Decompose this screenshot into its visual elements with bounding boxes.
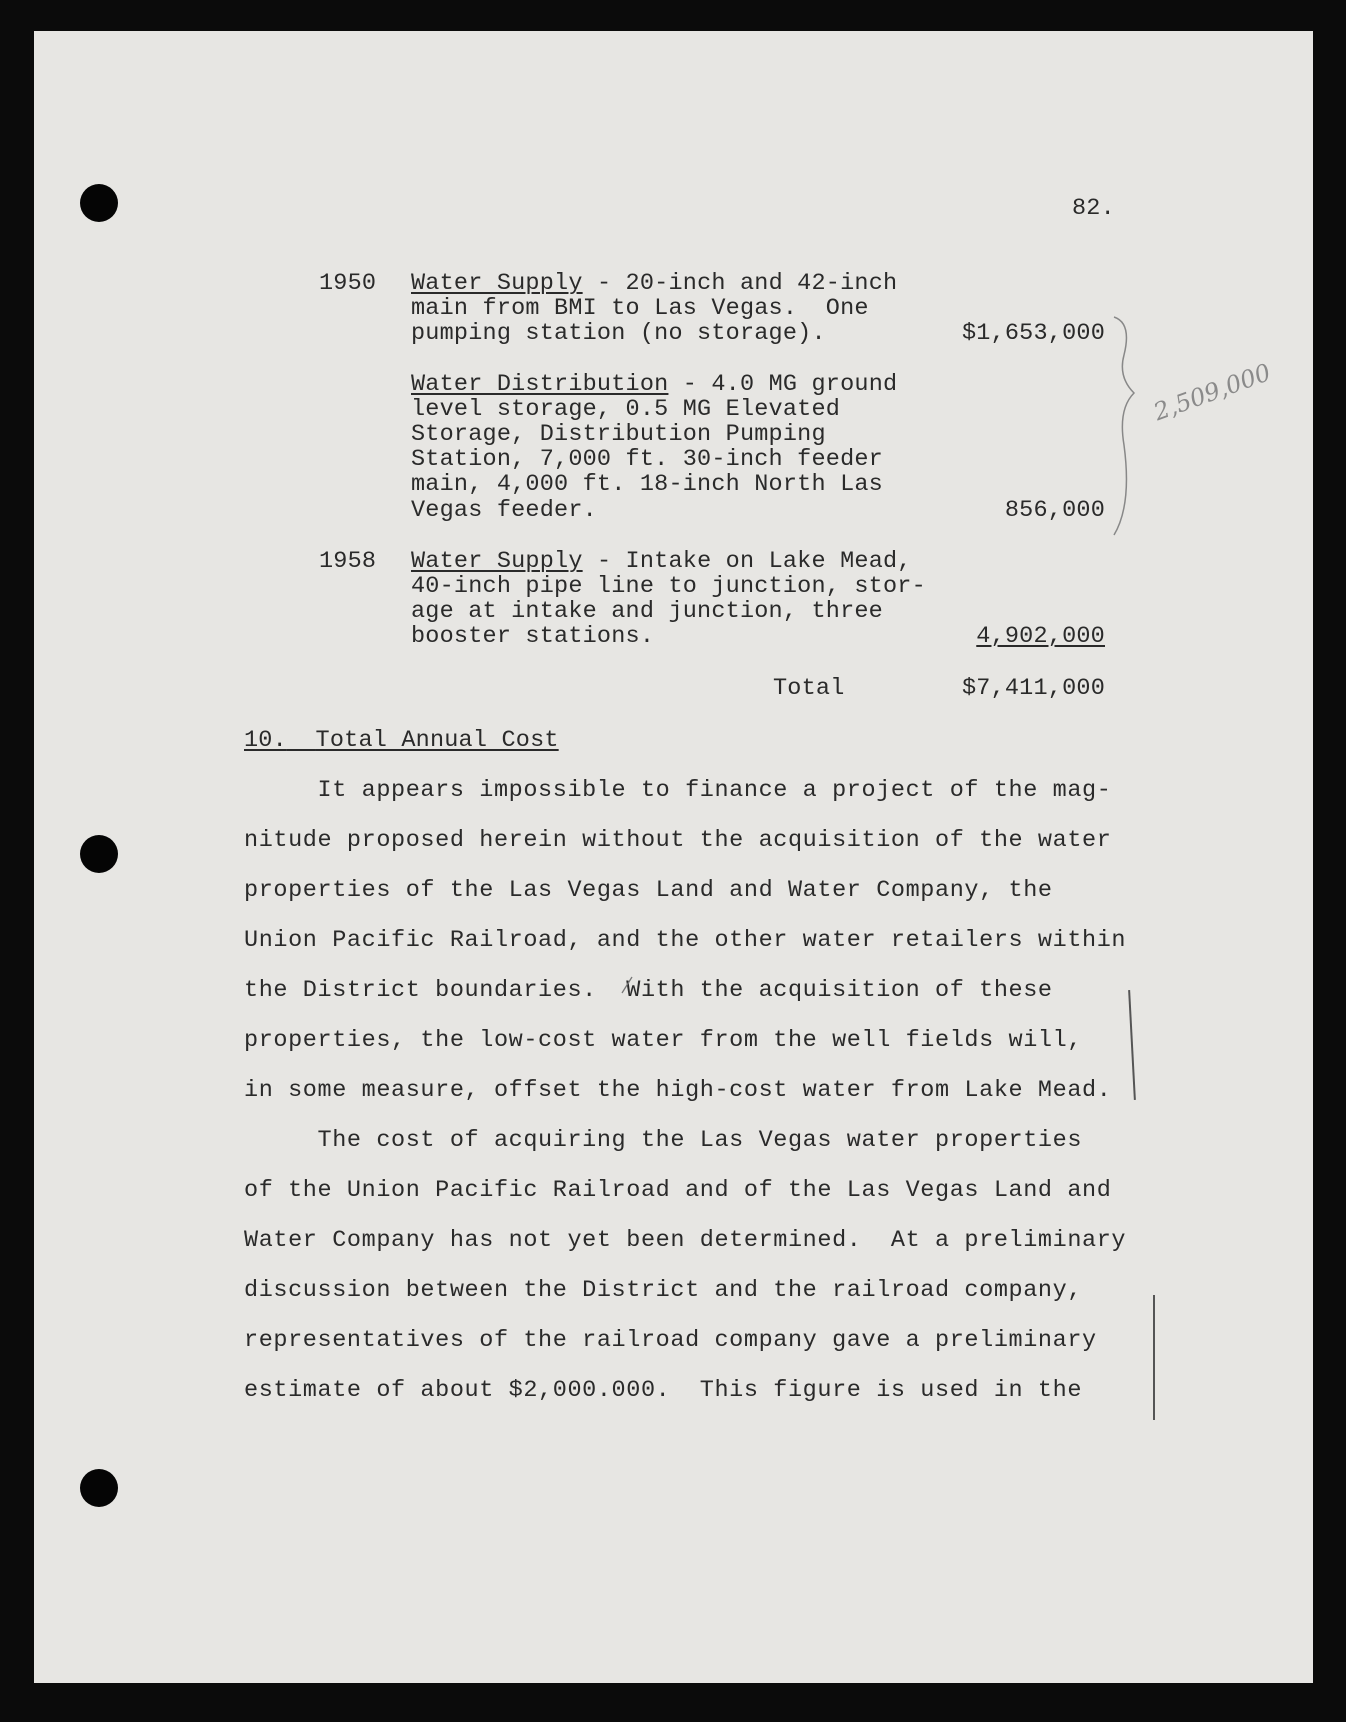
item-amount: 4,902,000 <box>976 623 1105 650</box>
section-heading: 10. Total Annual Cost <box>244 727 559 754</box>
item-heading: Water Supply - 20-inch and 42-inch <box>411 270 898 297</box>
body-line: discussion between the District and the railroad company, <box>244 1277 1083 1304</box>
item-heading: Water Supply - Intake on Lake Mead, <box>411 548 912 575</box>
body-line: Union Pacific Railroad, and the other water retailers within <box>244 927 1127 954</box>
punch-hole-top <box>80 184 118 222</box>
body-line: in some measure, offset the high-cost water from Lake Mead. <box>244 1077 1112 1104</box>
pencil-tick-mark <box>620 975 634 995</box>
handwritten-bracket <box>1110 315 1150 540</box>
body-line: properties of the Las Vegas Land and Water Company, the <box>244 877 1053 904</box>
item-line: level storage, 0.5 MG Elevated <box>411 396 841 423</box>
body-line: It appears impossible to finance a project of the mag- <box>244 777 1112 804</box>
body-line: the District boundaries. With the acquisition of these <box>244 977 1053 1004</box>
item-line: age at intake and junction, three <box>411 598 883 625</box>
item-line: Station, 7,000 ft. 30-inch feeder <box>411 446 883 473</box>
item-year: 1958 <box>319 548 377 575</box>
body-line: of the Union Pacific Railroad and of the Las Vegas Land and <box>244 1177 1112 1204</box>
body-line: nitude proposed herein without the acquisition of the water <box>244 827 1112 854</box>
item-line: main, 4,000 ft. 18-inch North Las <box>411 471 883 498</box>
item-amount: 856,000 <box>1004 497 1105 524</box>
item-year: 1950 <box>319 270 377 297</box>
margin-pencil-mark <box>1153 1295 1155 1420</box>
total-amount: $7,411,000 <box>961 675 1105 702</box>
page-number: 82. <box>1072 195 1115 222</box>
total-label: Total <box>773 675 845 702</box>
item-line: 40-inch pipe line to junction, stor- <box>411 573 926 600</box>
item-line: main from BMI to Las Vegas. One <box>411 295 869 322</box>
punch-hole-bottom <box>80 1469 118 1507</box>
body-line: representatives of the railroad company gave a preliminary <box>244 1327 1097 1354</box>
body-line: properties, the low-cost water from the well fields will, <box>244 1027 1083 1054</box>
handwritten-note: 2,509,000 <box>1150 358 1275 427</box>
body-line: Water Company has not yet been determined. At a preliminary <box>244 1227 1127 1254</box>
item-amount: $1,653,000 <box>961 320 1105 347</box>
body-line: The cost of acquiring the Las Vegas water properties <box>244 1127 1083 1154</box>
punch-hole-middle <box>80 835 118 873</box>
item-line: pumping station (no storage). <box>411 320 826 347</box>
item-line: Vegas feeder. <box>411 497 597 524</box>
item-line: Storage, Distribution Pumping <box>411 421 826 448</box>
body-line: estimate of about $2,000.000. This figure is used in the <box>244 1377 1083 1404</box>
item-line: booster stations. <box>411 623 655 650</box>
item-heading: Water Distribution - 4.0 MG ground <box>411 371 898 398</box>
